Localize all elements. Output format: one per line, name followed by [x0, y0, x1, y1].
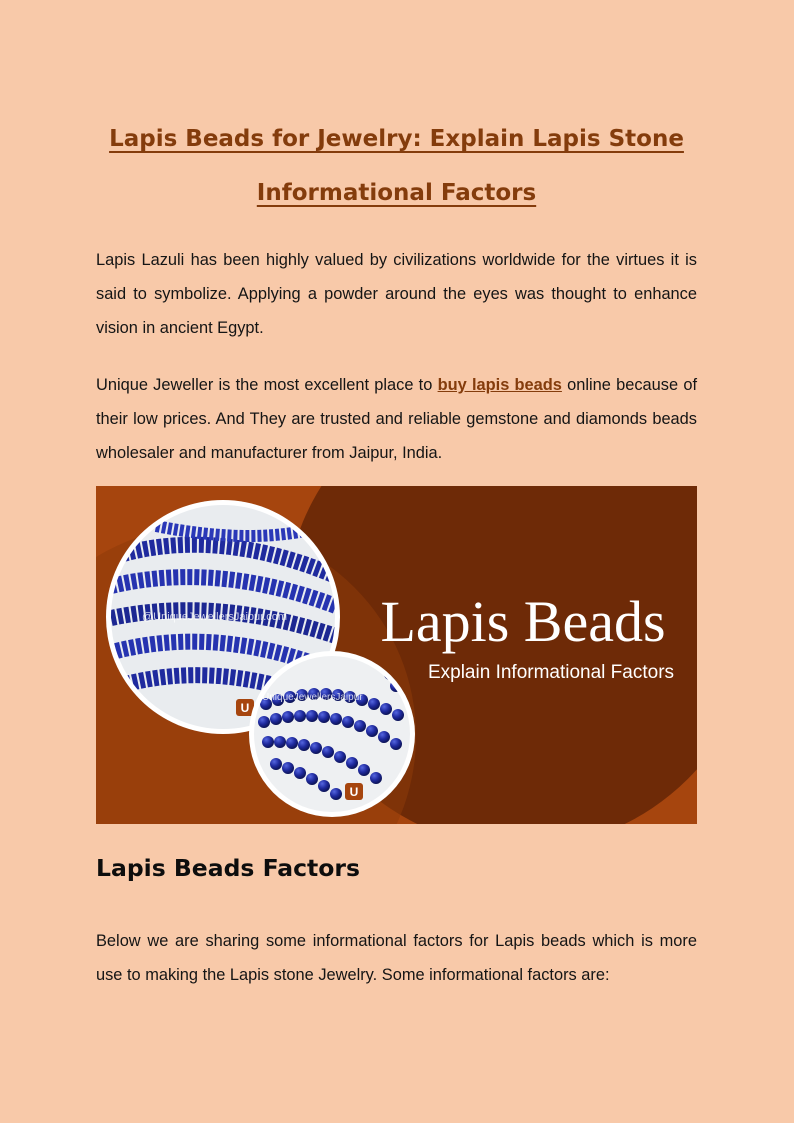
badge-letter-2: U	[349, 785, 359, 799]
section-paragraph: Below we are sharing some informational factors for Lapis beads which is more use to making the Lapis stone Jewelry. Some informational factors are:	[96, 932, 697, 984]
banner-heading: Lapis Beads	[380, 589, 666, 654]
intro-paragraph: Lapis Lazuli has been highly valued by civilizations worldwide for the virtues it is said to symbolize. Applying a powder around the eyes was thought to enhance vision in ancient Egypt.	[96, 251, 697, 337]
promo-text-before: Unique Jeweller is the most excellent place to	[96, 376, 438, 394]
brand-badge-1	[236, 699, 254, 716]
title-line-1: Lapis Beads for Jewelry: Explain Lapis Stone	[109, 126, 684, 152]
buy-lapis-beads-link[interactable]: buy lapis beads	[437, 376, 562, 394]
promo-paragraph	[96, 368, 697, 470]
section-heading: Lapis Beads Factors	[96, 854, 360, 882]
page-title	[96, 112, 697, 220]
promo-text-after: online because of their low prices. And They are trusted and reliable gemstone and diamonds beads wholesaler and manufacturer from Jaipur, India.	[96, 376, 697, 462]
bead-strands-photo-2	[249, 651, 415, 817]
banner-subheading: Explain Informational Factors	[427, 662, 675, 683]
brand-badge-2	[345, 783, 363, 800]
lapis-beads-banner-image	[96, 486, 697, 824]
title-line-2: Informational Factors	[256, 180, 537, 206]
badge-letter-1: U	[240, 701, 250, 715]
watermark-text-2: UniqueJewellersJaipur	[262, 692, 363, 703]
watermark-text-1: @UniqueJewellersJaipur.com	[142, 611, 288, 623]
